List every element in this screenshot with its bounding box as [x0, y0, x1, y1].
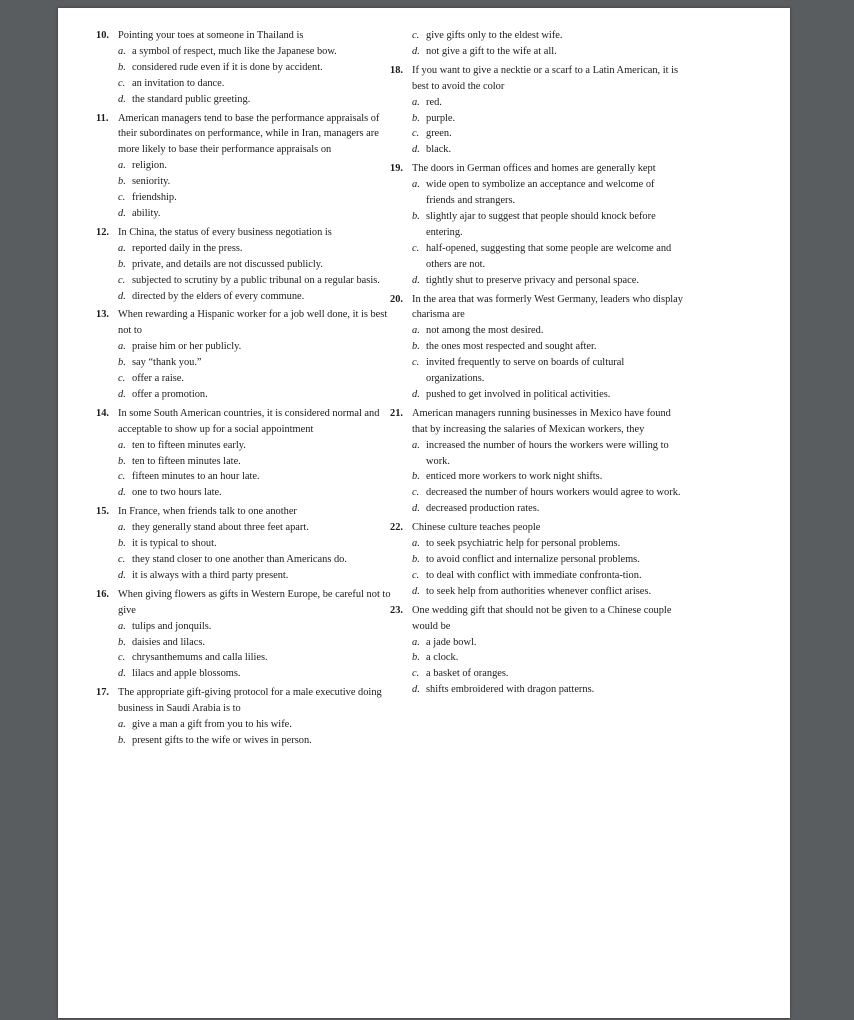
option-letter: b.	[118, 538, 126, 550]
option-text: daisies and lilacs.	[132, 636, 206, 648]
answer-option	[96, 174, 396, 190]
option-letter: b.	[118, 258, 126, 270]
question-item	[96, 504, 396, 584]
answer-option	[390, 536, 685, 552]
option-text: a symbol of respect, much like the Japanese bow.	[132, 45, 337, 57]
option-text: religion.	[132, 160, 167, 172]
option-text: praise him or her publicly.	[132, 341, 242, 353]
question-number: 19.	[390, 163, 403, 175]
option-text: half-opened, suggesting that some people are welcome and others are not.	[426, 242, 672, 270]
answer-option	[390, 469, 685, 485]
question-number: 14.	[96, 407, 109, 419]
option-text: black.	[426, 144, 452, 156]
answer-option	[96, 60, 396, 76]
answer-option	[390, 95, 685, 111]
option-letter: d.	[118, 93, 126, 105]
option-text: tulips and jonquils.	[132, 620, 212, 632]
answer-option	[96, 520, 396, 536]
option-text: considered rude even if it is done by accident.	[132, 61, 323, 73]
question-text: American managers tend to base the performance appraisals of their subordinates on performance, while in Iran, managers are more likely to base their performance appraisals on	[118, 112, 380, 156]
question-item	[390, 292, 685, 403]
option-text: to deal with conflict with immediate confronta-tion.	[426, 569, 642, 581]
question-stem	[96, 406, 396, 438]
option-text: ability.	[132, 207, 161, 219]
option-text: to seek psychiatric help for personal problems.	[426, 538, 621, 550]
question-number: 20.	[390, 293, 403, 305]
question-number: 16.	[96, 588, 109, 600]
answer-option	[390, 111, 685, 127]
option-text: give a man a gift from you to his wife.	[132, 719, 292, 731]
question-stem	[390, 292, 685, 324]
answer-option	[390, 209, 685, 241]
option-text: ten to fifteen minutes early.	[132, 439, 246, 451]
answer-option	[96, 536, 396, 552]
question-text: In China, the status of every business negotiation is	[118, 226, 332, 238]
answer-option	[390, 387, 685, 403]
answer-option	[96, 206, 396, 222]
answer-option	[390, 485, 685, 501]
question-item	[96, 28, 396, 108]
question-stem	[96, 587, 396, 619]
option-text: fifteen minutes to an hour late.	[132, 471, 260, 483]
answer-option	[96, 485, 396, 501]
question-text: In the area that was formerly West Germany, leaders who display charisma are	[412, 293, 683, 321]
option-text: decreased production rates.	[426, 503, 540, 515]
option-letter: d.	[412, 45, 420, 57]
option-letter: c.	[118, 471, 126, 483]
option-text: private, and details are not discussed publicly.	[132, 258, 323, 270]
option-letter: a.	[412, 636, 420, 648]
question-item	[96, 307, 396, 402]
option-letter: b.	[412, 652, 420, 664]
option-letter: b.	[118, 357, 126, 369]
question-stem	[96, 225, 396, 241]
option-letter: a.	[412, 439, 420, 451]
answer-option	[390, 438, 685, 470]
option-letter: a.	[412, 96, 420, 108]
option-text: one to two hours late.	[132, 487, 222, 499]
option-text: to avoid conflict and internalize personal problems.	[426, 554, 640, 565]
option-text: a clock.	[426, 652, 459, 664]
option-text: subjected to scrutiny by a public tribunal on a regular basis.	[132, 274, 380, 286]
answer-option	[96, 635, 396, 651]
question-item	[390, 520, 685, 600]
question-number: 17.	[96, 687, 109, 699]
option-text: an invitation to dance.	[132, 77, 225, 89]
question-text: In some South American countries, it is considered normal and acceptable to show up for a social appointment	[118, 407, 380, 435]
answer-option	[390, 650, 685, 666]
option-text: red.	[426, 96, 442, 108]
option-text: they stand closer to one another than Americans do.	[132, 554, 347, 565]
option-letter: c.	[412, 128, 420, 140]
option-text: decreased the number of hours workers would agree to work.	[426, 487, 681, 499]
option-letter: b.	[118, 61, 126, 73]
option-letter: b.	[118, 455, 126, 467]
answer-option	[390, 177, 685, 209]
answer-option	[390, 666, 685, 682]
question-text: The appropriate gift-giving protocol for a male executive doing business in Saudi Arabia is to	[118, 687, 382, 715]
question-stem	[96, 685, 396, 717]
answer-option	[96, 273, 396, 289]
left-column	[96, 28, 396, 749]
answer-option	[390, 28, 685, 44]
option-text: lilacs and apple blossoms.	[132, 668, 241, 680]
answer-option	[96, 92, 396, 108]
option-letter: c.	[118, 192, 126, 204]
answer-option	[96, 438, 396, 454]
option-letter: c.	[412, 487, 420, 499]
question-stem	[390, 603, 685, 635]
option-text: pushed to get involved in political activities.	[426, 388, 611, 400]
question-text: In France, when friends talk to one another	[118, 506, 297, 518]
answer-option	[390, 273, 685, 289]
option-letter: b.	[412, 341, 420, 353]
option-letter: a.	[412, 325, 420, 337]
answer-option	[96, 717, 396, 733]
answer-option	[96, 568, 396, 584]
option-text: a jade bowl.	[426, 636, 477, 648]
answer-option	[390, 323, 685, 339]
option-text: it is typical to shout.	[132, 538, 217, 550]
option-text: seniority.	[132, 176, 171, 188]
option-text: enticed more workers to work night shifts.	[426, 471, 603, 483]
option-letter: c.	[118, 373, 126, 385]
question-stem	[96, 28, 396, 44]
answer-option	[96, 469, 396, 485]
question-17-continuation	[390, 28, 685, 60]
option-text: a basket of oranges.	[426, 668, 509, 680]
question-number: 18.	[390, 64, 403, 76]
option-text: they generally stand about three feet apart.	[132, 522, 309, 534]
option-letter: a.	[118, 439, 126, 451]
option-text: say “thank you.”	[132, 357, 202, 369]
question-stem	[390, 161, 685, 177]
option-text: reported daily in the press.	[132, 242, 243, 254]
option-text: the ones most respected and sought after.	[426, 341, 597, 353]
answer-option	[96, 158, 396, 174]
option-letter: b.	[118, 636, 126, 648]
answer-option	[96, 387, 396, 403]
question-item	[96, 225, 396, 305]
option-letter: d.	[118, 487, 126, 499]
question-number: 23.	[390, 604, 403, 616]
option-letter: d.	[412, 503, 420, 515]
option-letter: a.	[118, 242, 126, 254]
option-text: shifts embroidered with dragon patterns.	[426, 684, 595, 696]
question-number: 15.	[96, 506, 109, 518]
option-letter: c.	[118, 77, 126, 89]
option-letter: d.	[118, 569, 126, 581]
option-letter: b.	[412, 471, 420, 483]
answer-option	[96, 650, 396, 666]
option-letter: d.	[412, 144, 420, 156]
right-column	[390, 28, 685, 698]
option-text: wide open to symbolize an acceptance and welcome of friends and strangers.	[426, 179, 655, 207]
option-letter: c.	[412, 668, 420, 680]
option-letter: d.	[118, 668, 126, 680]
option-letter: a.	[118, 160, 126, 172]
answer-option	[390, 682, 685, 698]
question-number: 21.	[390, 407, 403, 419]
question-item	[390, 406, 685, 517]
question-text: The doors in German offices and homes are generally kept	[412, 163, 656, 175]
answer-option	[390, 241, 685, 273]
option-letter: c.	[412, 242, 420, 254]
answer-option	[390, 126, 685, 142]
question-stem	[96, 307, 396, 339]
option-letter: c.	[412, 357, 420, 369]
question-number: 22.	[390, 522, 403, 534]
option-text: not give a gift to the wife at all.	[426, 45, 557, 57]
question-text: One wedding gift that should not be given to a Chinese couple would be	[412, 604, 672, 632]
answer-option	[96, 371, 396, 387]
option-text: offer a raise.	[132, 373, 185, 385]
question-stem	[96, 111, 396, 159]
question-item	[390, 161, 685, 288]
answer-option	[96, 552, 396, 568]
option-letter: c.	[412, 30, 420, 41]
option-text: green.	[426, 128, 452, 140]
option-text: increased the number of hours the workers were willing to work.	[426, 439, 669, 467]
question-text: American managers running businesses in Mexico have found that by increasing the salaries of Mexican workers, they	[412, 407, 671, 435]
answer-option	[390, 339, 685, 355]
option-letter: b.	[412, 554, 420, 565]
option-letter: a.	[118, 620, 126, 632]
question-stem	[96, 504, 396, 520]
answer-option	[96, 619, 396, 635]
question-item	[96, 111, 396, 222]
question-item	[96, 406, 396, 501]
question-item	[390, 603, 685, 698]
option-text: present gifts to the wife or wives in person.	[132, 734, 312, 746]
answer-option	[96, 666, 396, 682]
option-text: friendship.	[132, 192, 177, 204]
answer-option	[96, 733, 396, 749]
question-number: 12.	[96, 226, 109, 238]
option-text: the standard public greeting.	[132, 93, 251, 105]
question-number: 10.	[96, 30, 109, 41]
answer-option	[96, 355, 396, 371]
option-text: to seek help from authorities whenever conflict arises.	[426, 585, 652, 597]
option-text: it is always with a third party present.	[132, 569, 289, 581]
answer-option	[390, 501, 685, 517]
question-item	[96, 587, 396, 682]
answer-option	[96, 339, 396, 355]
answer-option	[390, 568, 685, 584]
answer-option	[390, 355, 685, 387]
option-letter: d.	[412, 388, 420, 400]
option-letter: c.	[412, 569, 420, 581]
option-text: offer a promotion.	[132, 388, 208, 400]
option-letter: a.	[412, 179, 420, 191]
option-letter: d.	[412, 274, 420, 286]
option-text: give gifts only to the eldest wife.	[426, 30, 563, 41]
question-stem	[390, 520, 685, 536]
option-text: not among the most desired.	[426, 325, 544, 337]
answer-option	[96, 289, 396, 305]
option-letter: a.	[118, 719, 126, 731]
answer-option	[96, 44, 396, 60]
option-text: directed by the elders of every commune.	[132, 290, 305, 302]
option-text: invited frequently to serve on boards of cultural organizations.	[426, 357, 625, 385]
answer-option	[96, 190, 396, 206]
option-text: purple.	[426, 112, 456, 124]
option-text: slightly ajar to suggest that people should knock before entering.	[426, 210, 656, 238]
option-letter: b.	[118, 176, 126, 188]
option-letter: a.	[118, 45, 126, 57]
question-text: When giving flowers as gifts in Western Europe, be careful not to give	[118, 588, 391, 616]
option-letter: c.	[118, 274, 126, 286]
option-letter: b.	[118, 734, 126, 746]
question-stem	[390, 63, 685, 95]
option-letter: d.	[412, 684, 420, 696]
question-item	[96, 685, 396, 749]
option-letter: d.	[412, 585, 420, 597]
option-letter: a.	[412, 538, 420, 550]
question-stem	[390, 406, 685, 438]
answer-option	[96, 257, 396, 273]
answer-option	[390, 142, 685, 158]
option-text: ten to fifteen minutes late.	[132, 455, 241, 467]
answer-option	[390, 584, 685, 600]
question-text: Chinese culture teaches people	[412, 522, 541, 534]
option-text: tightly shut to preserve privacy and personal space.	[426, 274, 639, 286]
option-letter: b.	[412, 210, 420, 222]
option-letter: d.	[118, 388, 126, 400]
option-letter: d.	[118, 290, 126, 302]
option-letter: c.	[118, 652, 126, 664]
question-number: 11.	[96, 112, 109, 124]
answer-option	[96, 76, 396, 92]
option-letter: d.	[118, 207, 126, 219]
answer-option	[390, 635, 685, 651]
question-item	[390, 63, 685, 158]
answer-option	[96, 454, 396, 470]
document-page	[58, 8, 790, 1018]
option-letter: b.	[412, 112, 420, 124]
answer-option	[96, 241, 396, 257]
option-letter: a.	[118, 341, 126, 353]
option-letter: a.	[118, 522, 126, 534]
option-letter: c.	[118, 554, 126, 565]
option-text: chrysanthemums and calla lilies.	[132, 652, 268, 664]
answer-option	[390, 552, 685, 568]
question-number: 13.	[96, 309, 109, 321]
answer-option	[390, 44, 685, 60]
question-text: Pointing your toes at someone in Thailand is	[118, 30, 304, 41]
question-text: When rewarding a Hispanic worker for a job well done, it is best not to	[118, 309, 388, 337]
question-text: If you want to give a necktie or a scarf to a Latin American, it is best to avoid the color	[412, 64, 679, 92]
